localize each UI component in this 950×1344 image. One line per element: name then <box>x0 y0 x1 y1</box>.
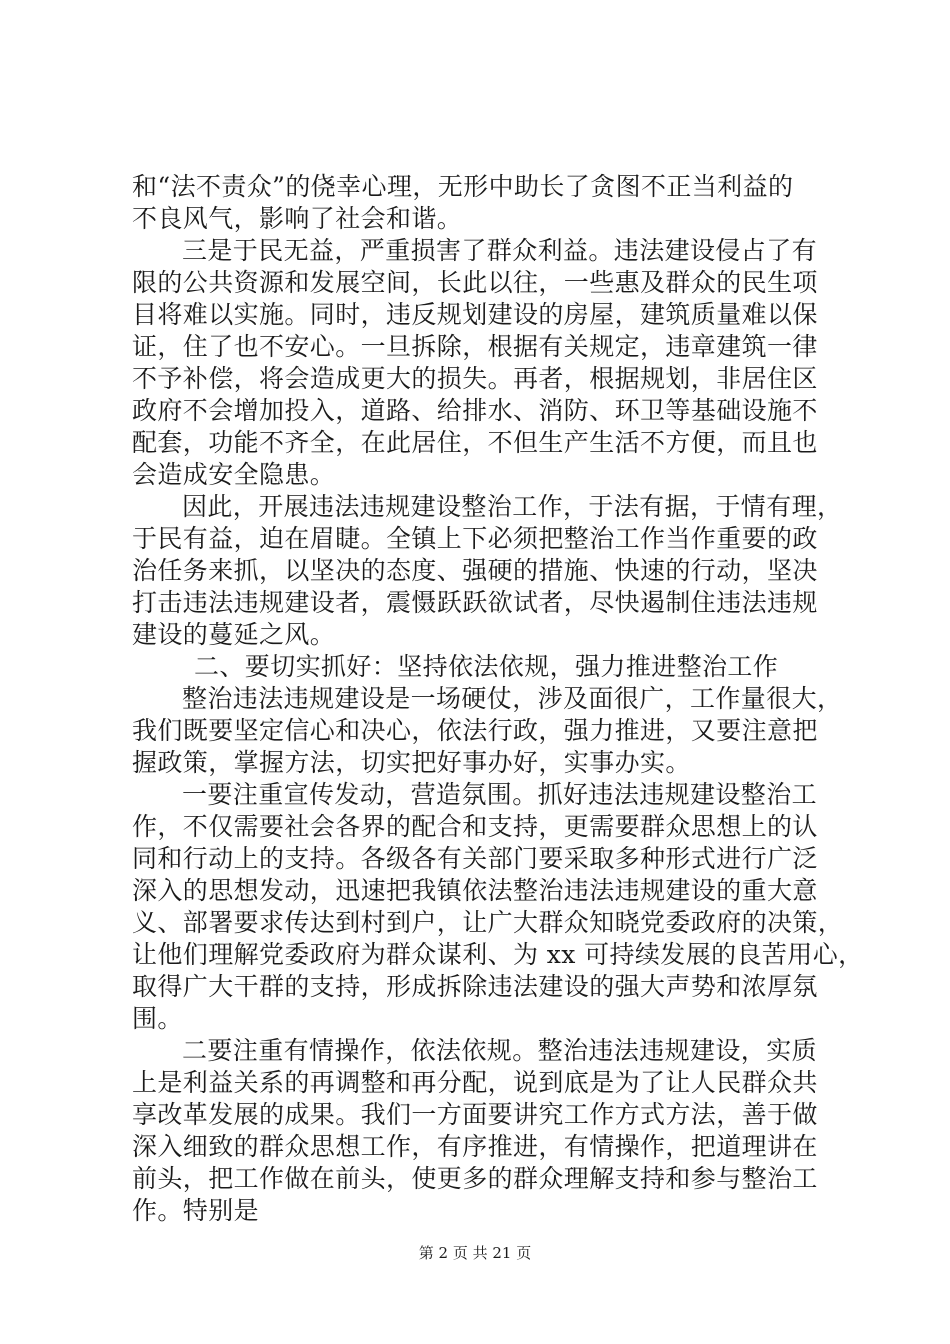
text-line: 配套，功能不齐全，在此居住，不但生产生活不方便，而且也 <box>132 428 818 457</box>
text-line: 作，不仅需要社会各界的配合和支持，更需要群众思想上的认 <box>132 812 818 841</box>
page-footer <box>0 1243 950 1263</box>
text-line: 整治违法违规建设是一场硬仗，涉及面很广，工作量很大， <box>182 684 843 713</box>
text-line: 上是利益关系的再调整和再分配，说到底是为了让人民群众共 <box>132 1068 818 1097</box>
text-line: 前头，把工作做在前头，使更多的群众理解支持和参与整治工 <box>132 1164 818 1193</box>
text-line: 深入细致的群众思想工作，有序推进，有情操作，把道理讲在 <box>132 1132 818 1161</box>
text-line: 打击违法违规建设者，震慑跃跃欲试者，尽快遏制住违法违规 <box>132 588 818 617</box>
text-line: 治任务来抓，以坚决的态度、强硬的措施、快速的行动，坚决 <box>132 556 818 585</box>
text-line: 政府不会增加投入，道路、给排水、消防、环卫等基础设施不 <box>132 396 818 425</box>
page-number-label: 第 2 页 共 21 页 <box>418 1244 532 1262</box>
text-line: 我们既要坚定信心和决心，依法行政，强力推进，又要注意把 <box>132 716 818 745</box>
text-line: 义、部署要求传达到村到户，让广大群众知晓党委政府的决策， <box>132 908 844 937</box>
text-line: 让他们理解党委政府为群众谋利、为 xx 可持续发展的良苦用心， <box>132 940 864 969</box>
text-line: 二要注重有情操作，依法依规。整治违法违规建设，实质 <box>182 1036 818 1065</box>
text-line: 限的公共资源和发展空间，长此以往，一些惠及群众的民生项 <box>132 268 818 297</box>
text-line: 目将难以实施。同时，违反规划建设的房屋，建筑质量难以保 <box>132 300 818 329</box>
document-body <box>132 171 864 1227</box>
text-line: 不予补偿，将会造成更大的损失。再者，根据规划，非居住区 <box>132 364 818 393</box>
text-line: 证，住了也不安心。一旦拆除，根据有关规定，违章建筑一律 <box>132 332 818 361</box>
text-line: 和“法不责众”的侥幸心理，无形中助长了贪图不正当利益的 <box>132 172 794 201</box>
text-line: 三是于民无益，严重损害了群众利益。违法建设侵占了有 <box>182 236 818 265</box>
text-line: 会造成安全隐患。 <box>132 460 336 489</box>
section-heading: 二、要切实抓好：坚持依法依规，强力推进整治工作 <box>194 652 779 681</box>
text-line: 一要注重宣传发动，营造氛围。抓好违法违规建设整治工 <box>182 780 818 809</box>
text-line: 同和行动上的支持。各级各有关部门要采取多种形式进行广泛 <box>132 844 818 873</box>
text-line: 因此，开展违法违规建设整治工作，于法有据，于情有理， <box>182 492 843 521</box>
text-line: 作。特别是 <box>132 1196 260 1225</box>
text-line: 围。 <box>132 1004 183 1033</box>
text-line: 深入的思想发动，迅速把我镇依法整治违法违规建设的重大意 <box>132 876 818 905</box>
text-line: 不良风气，影响了社会和谐。 <box>132 204 463 233</box>
text-line: 握政策，掌握方法，切实把好事办好，实事办实。 <box>132 748 691 777</box>
text-line: 建设的蔓延之风。 <box>132 620 336 649</box>
text-line: 取得广大干群的支持，形成拆除违法建设的强大声势和浓厚氛 <box>132 972 818 1001</box>
text-line: 于民有益，迫在眉睫。全镇上下必须把整治工作当作重要的政 <box>132 524 818 553</box>
text-line: 享改革发展的成果。我们一方面要讲究工作方式方法，善于做 <box>132 1100 818 1129</box>
